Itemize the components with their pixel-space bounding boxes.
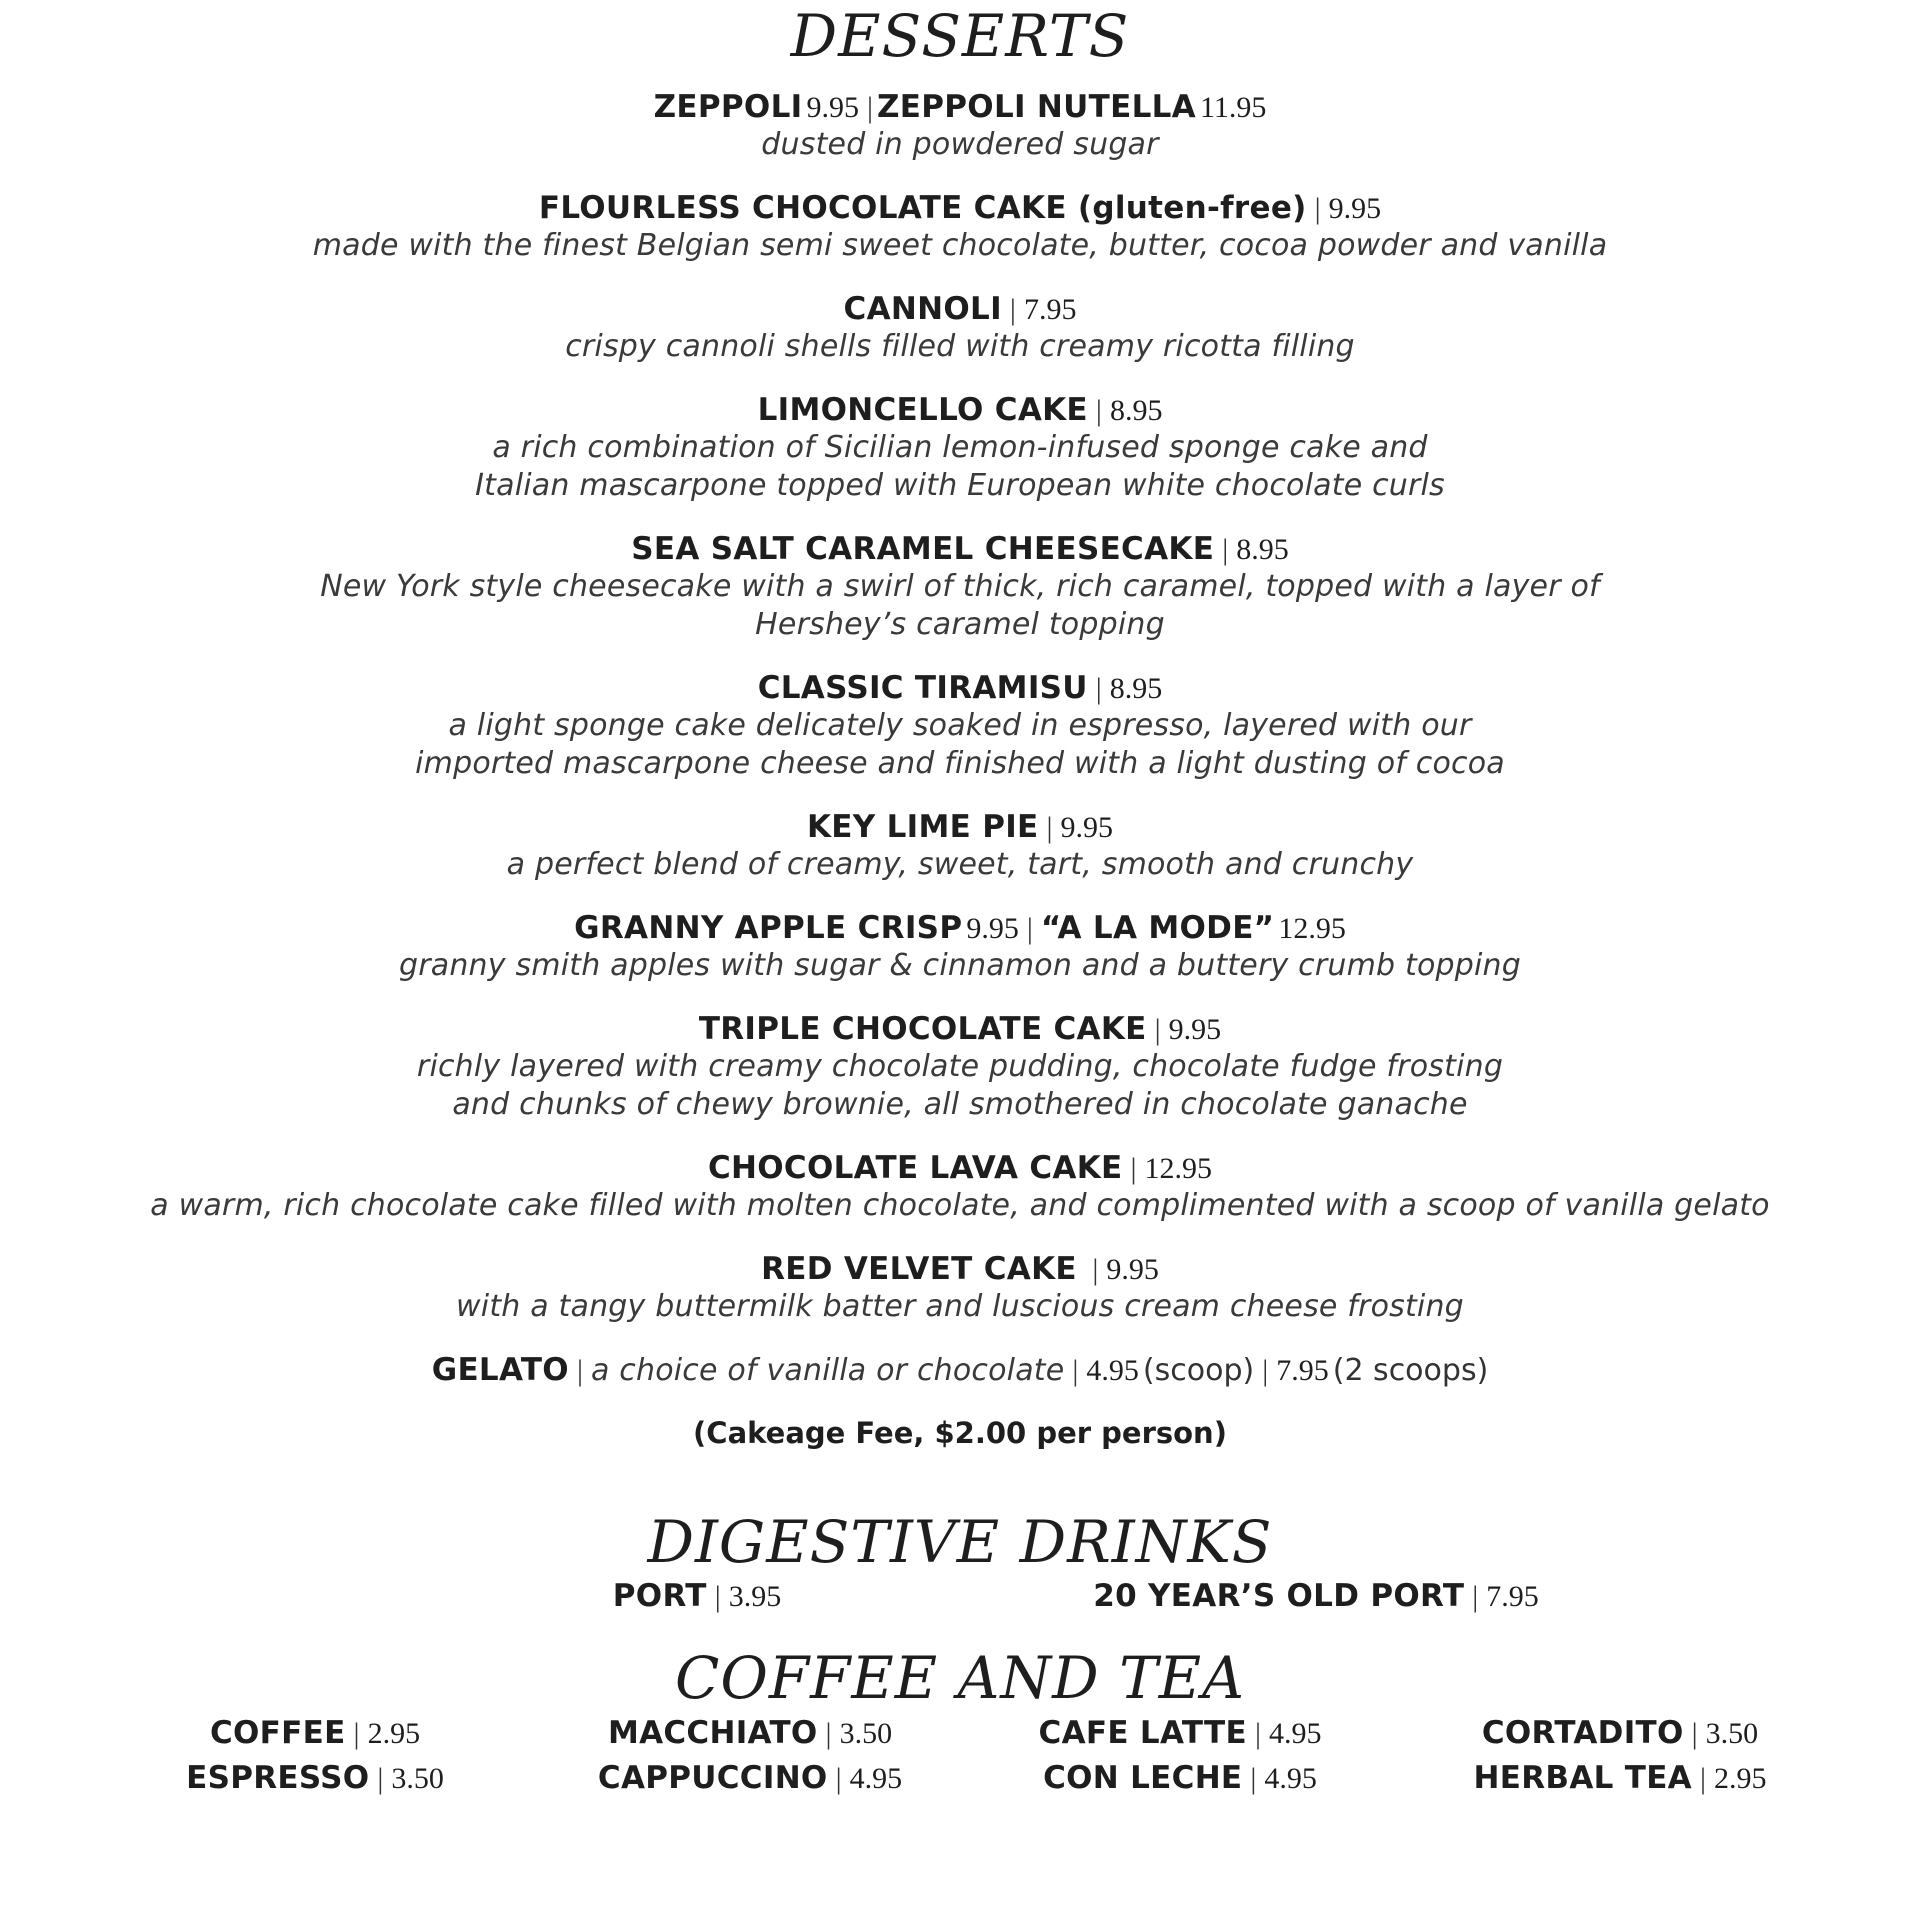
drink-item-20-year-port	[1093, 1576, 1539, 1616]
item-price: 7.95	[1023, 293, 1077, 326]
separator: |	[1472, 1580, 1479, 1613]
drink-item-port	[613, 1576, 781, 1616]
item-description: a choice of vanilla or chocolate	[590, 1353, 1065, 1388]
menu-item-red-velvet-cake	[0, 1250, 1920, 1326]
item-price: 12.95	[1144, 1152, 1213, 1185]
item-name: KEY LIME PIE	[806, 809, 1039, 845]
separator: |	[1254, 1717, 1261, 1750]
separator: |	[576, 1354, 583, 1387]
separator: |	[1262, 1354, 1269, 1387]
separator: |	[1009, 293, 1016, 326]
item-description-line1: a rich combination of Sicilian lemon-infused sponge cake and	[492, 430, 1428, 465]
separator: |	[1072, 1354, 1079, 1387]
item-name: HERBAL TEA	[1473, 1760, 1692, 1796]
item-price: 9.95	[1106, 1253, 1159, 1286]
item-name: CORTADITO	[1481, 1715, 1684, 1751]
desserts-heading: DESSERTS	[790, 2, 1130, 70]
item-name: CHOCOLATE LAVA CAKE	[707, 1150, 1123, 1186]
item-description: a warm, rich chocolate cake filled with molten chocolate, and complimented with a scoop of vanilla gelato	[150, 1188, 1770, 1223]
item-name: PORT	[612, 1578, 707, 1614]
menu-item-classic-tiramisu	[0, 669, 1920, 783]
item-name: 20 YEAR’S OLD PORT	[1093, 1578, 1465, 1614]
item-description-line2: imported mascarpone cheese and finished with a light dusting of cocoa	[415, 746, 1505, 781]
item-name: GELATO	[431, 1352, 569, 1388]
item-unit-two-scoops: (2 scoops)	[1332, 1353, 1489, 1388]
separator: |	[866, 91, 873, 124]
item-price: 3.50	[839, 1717, 893, 1750]
item-name: CANNOLI	[843, 291, 1002, 327]
item-description-line2: Hershey’s caramel topping	[755, 607, 1165, 642]
item-description: made with the finest Belgian semi sweet chocolate, butter, cocoa powder and vanilla	[312, 228, 1608, 263]
digestive-drinks-heading: DIGESTIVE DRINKS	[647, 1508, 1273, 1576]
item-description: with a tangy buttermilk batter and luscious cream cheese frosting	[456, 1289, 1464, 1324]
separator: |	[1095, 672, 1102, 705]
item-price: 2.95	[1714, 1762, 1767, 1795]
cakeage-fee-text: (Cakeage Fee, $2.00 per person)	[693, 1416, 1227, 1450]
separator: |	[1222, 533, 1229, 566]
item-description: granny smith apples with sugar & cinnamon and a buttery crumb topping	[398, 948, 1522, 983]
item-name: RED VELVET CAKE	[761, 1251, 1077, 1287]
separator: |	[1046, 811, 1053, 844]
item-price-two-scoops: 7.95	[1276, 1354, 1329, 1387]
item-price: 8.95	[1109, 394, 1163, 427]
item-name: CAPPUCCINO	[597, 1760, 828, 1796]
item-price: 9.95	[966, 912, 1019, 945]
separator: |	[1026, 912, 1033, 945]
coffee-item-cappuccino	[598, 1758, 902, 1798]
menu-item-gelato	[0, 1351, 1920, 1389]
item-price: 9.95	[1060, 811, 1114, 844]
item-price: 3.95	[728, 1580, 782, 1613]
separator: |	[1084, 1253, 1099, 1286]
item-price: 9.95	[806, 91, 859, 124]
separator: |	[1314, 192, 1321, 225]
item-description-line2: Italian mascarpone topped with European white chocolate curls	[475, 468, 1445, 503]
item-name: ZEPPOLI	[653, 89, 803, 125]
item-name: FLOURLESS CHOCOLATE CAKE (gluten-free)	[538, 190, 1307, 226]
coffee-item-coffee	[210, 1713, 420, 1753]
menu-item-cannoli	[0, 290, 1920, 366]
item-price-scoop: 4.95	[1086, 1354, 1139, 1387]
separator: |	[1130, 1152, 1137, 1185]
menu-item-key-lime-pie	[0, 808, 1920, 884]
item-name: LIMONCELLO CAKE	[757, 392, 1088, 428]
item-price: 2.95	[367, 1717, 421, 1750]
item-price: 8.95	[1109, 672, 1163, 705]
coffee-item-herbal-tea	[1474, 1758, 1767, 1798]
item-price: 3.50	[1705, 1717, 1759, 1750]
item-name-variant: ZEPPOLI NUTELLA	[877, 89, 1196, 125]
menu-item-zeppoli	[0, 88, 1920, 164]
item-price-variant: 11.95	[1199, 91, 1267, 124]
separator: |	[353, 1717, 360, 1750]
separator: |	[1095, 394, 1102, 427]
coffee-and-tea-heading: COFFEE AND TEA	[674, 1644, 1245, 1712]
item-description-line1: a light sponge cake delicately soaked in espresso, layered with our	[448, 708, 1472, 743]
item-price: 4.95	[849, 1762, 903, 1795]
item-description: dusted in powdered sugar	[761, 127, 1159, 162]
item-name: COFFEE	[209, 1715, 346, 1751]
separator: |	[714, 1580, 721, 1613]
coffee-item-cafe-latte	[1039, 1713, 1322, 1753]
menu-item-sea-salt-caramel-cheesecake	[0, 530, 1920, 644]
item-price: 8.95	[1236, 533, 1289, 566]
item-name: CAFE LATTE	[1038, 1715, 1247, 1751]
item-name: SEA SALT CARAMEL CHEESECAKE	[631, 531, 1215, 567]
item-description-line1: richly layered with creamy chocolate pudding, chocolate fudge frosting	[416, 1049, 1504, 1084]
item-price: 3.50	[391, 1762, 444, 1795]
coffee-item-cortadito	[1482, 1713, 1758, 1753]
item-description: a perfect blend of creamy, sweet, tart, smooth and crunchy	[506, 847, 1414, 882]
item-price: 4.95	[1268, 1717, 1322, 1750]
item-name: CON LECHE	[1043, 1760, 1243, 1796]
separator: |	[1699, 1762, 1706, 1795]
item-unit-scoop: (scoop)	[1142, 1353, 1255, 1388]
separator: |	[1250, 1762, 1257, 1795]
separator: |	[1154, 1013, 1161, 1046]
separator: |	[1691, 1717, 1698, 1750]
cakeage-fee-note	[0, 1414, 1920, 1452]
item-description-line1: New York style cheesecake with a swirl of thick, rich caramel, topped with a layer of	[320, 569, 1600, 604]
menu-item-flourless-chocolate-cake	[0, 189, 1920, 265]
separator: |	[835, 1762, 842, 1795]
menu-item-granny-apple-crisp	[0, 909, 1920, 985]
menu-item-triple-chocolate-cake	[0, 1010, 1920, 1124]
item-name: CLASSIC TIRAMISU	[757, 670, 1088, 706]
separator: |	[825, 1717, 832, 1750]
item-name: MACCHIATO	[607, 1715, 818, 1751]
item-price: 7.95	[1486, 1580, 1539, 1613]
item-name-variant: “A LA MODE”	[1040, 910, 1275, 946]
coffee-item-espresso	[186, 1758, 444, 1798]
item-price-variant: 12.95	[1278, 912, 1346, 945]
item-price: 4.95	[1264, 1762, 1317, 1795]
menu-item-chocolate-lava-cake	[0, 1149, 1920, 1225]
item-price: 9.95	[1168, 1013, 1222, 1046]
item-name: ESPRESSO	[186, 1760, 370, 1796]
separator: |	[377, 1762, 384, 1795]
item-price: 9.95	[1328, 192, 1382, 225]
item-description-line2: and chunks of chewy brownie, all smothered in chocolate ganache	[452, 1087, 1468, 1122]
item-description: crispy cannoli shells filled with creamy ricotta filling	[565, 329, 1355, 364]
coffee-item-macchiato	[608, 1713, 892, 1753]
item-name: GRANNY APPLE CRISP	[574, 910, 963, 946]
menu-item-limoncello-cake	[0, 391, 1920, 505]
coffee-item-con-leche	[1043, 1758, 1317, 1798]
item-name: TRIPLE CHOCOLATE CAKE	[698, 1011, 1147, 1047]
